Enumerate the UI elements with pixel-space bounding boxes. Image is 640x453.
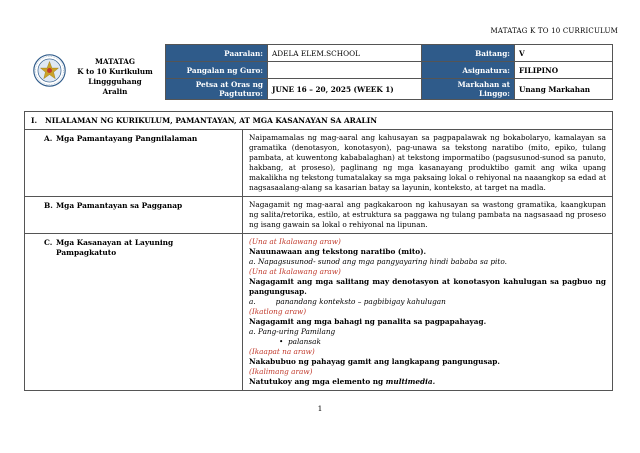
competency-line: Nauunawaan ang tekstong naratibo (mito). (249, 247, 427, 256)
date-value: JUNE 16 – 20, 2025 (WEEK 1) (268, 79, 422, 100)
performance-standards-label: B. Mga Pamantayan sa Pagganap (25, 197, 243, 234)
teacher-value (268, 62, 422, 79)
learning-competencies-text (243, 234, 613, 391)
subject-label: Asignatura: (422, 62, 515, 79)
content-standards-label: A. Mga Pamantayang Pangnilalaman (25, 130, 243, 197)
competency-line: Nagagamit ang mga bahagi ng panalita sa pagpapahayag. (249, 317, 487, 326)
content-standards-text: Naipamamalas ng mag-aaral ang kahusayan sa pagpapalawak ng bokabolaryo, kamalayan sa gramatika (denotasyon, konotasyon), pag-unawa sa tekstong naratibo (mito, epiko, tulang pambata, at kuwentong kababalaghan) at tekstong impormatibo (pagsusunod-sunod sa panuto, hakbang, at proseso), paglinang ng mga kasanayang produktibo gamit ang wika upang makalikha ng tekstong tumatalakay sa mga paksaing lokal o rehiyonal na naaangkop sa edad at nagsasaalang-alang sa kasarian batay sa layunin, konteksto, at target na madla. (243, 130, 613, 197)
day-marker: (Ikalimang araw) (249, 367, 313, 376)
section-title-row (25, 112, 613, 130)
competency-line: Nakabubuo ng pahayag gamit ang langkapang pangungusap. (249, 357, 500, 366)
school-label: Paaralan: (166, 45, 268, 62)
curriculum-tag: MATATAG K TO 10 CURRICULUM (490, 27, 618, 35)
subject-value: FILIPINO (515, 62, 613, 79)
table-row (25, 130, 613, 197)
competency-line: Natutukoy ang mga elemento ng multimedia. (249, 377, 436, 386)
performance-standards-text: Nagagamit ng mag-aaral ang pagkakaroon ng kahusayan sa wastong gramatika, kaangkupan ng salita/retorika, estilo, at estruktura sa paggawa ng tulang pambata na nagsasaad ng proseso ng isang gawain sa lokal o rehiyonal na lipunan. (243, 197, 613, 234)
teacher-label: Pangalan ng Guro: (166, 62, 268, 79)
day-marker: (Una at Ikalawang araw) (249, 267, 341, 276)
org-name: MATATAG K to 10 Kurikulum Linggguhang Aralin (77, 57, 153, 96)
quarter-value: Unang Markahan (515, 79, 613, 100)
table-row (25, 234, 613, 391)
objective-line: a. Pang-uring Pamilang (249, 327, 336, 336)
lesson-content-table (24, 111, 613, 391)
header-row (166, 79, 613, 100)
objective-line: a. Napagsusunod- sunod ang mga pangyayaring hindi bababa sa pito. (249, 257, 507, 266)
grade-value: V (515, 45, 613, 62)
page-number: 1 (317, 404, 323, 413)
grade-label: Baitang: (422, 45, 515, 62)
bullet-item: • palansak (279, 337, 321, 346)
school-value: ADELA ELEM.SCHOOL (268, 45, 422, 62)
objective-line: a. panandang konteksto – pagbibigay kahulugan (249, 297, 446, 306)
bullet-icon: • (279, 337, 284, 346)
day-marker: (Ikatlong araw) (249, 307, 307, 316)
header-info-table (165, 44, 613, 100)
quarter-label: Markahan at Linggo: (422, 79, 515, 100)
date-label: Petsa at Oras ng Pagtuturo: (166, 79, 268, 100)
header-row (166, 45, 613, 62)
section-title: I. NILALAMAN NG KURIKULUM, PAMANTAYAN, AT MGA KASANAYAN SA ARALIN (25, 112, 613, 130)
header-row (166, 62, 613, 79)
table-row (25, 197, 613, 234)
document-header (24, 44, 613, 98)
day-marker: (Ikaapat na araw) (249, 347, 315, 356)
deped-seal-icon (33, 54, 66, 87)
day-marker: (Una at Ikalawang araw) (249, 237, 341, 246)
learning-competencies-label: C. Mga Kasanayan at Layuning Pampagkatuto (25, 234, 243, 391)
competency-line: Nagagamit ang mga salitang may denotasyon at konotasyon kahulugan sa pagbuo ng pangungusap. (249, 277, 606, 296)
